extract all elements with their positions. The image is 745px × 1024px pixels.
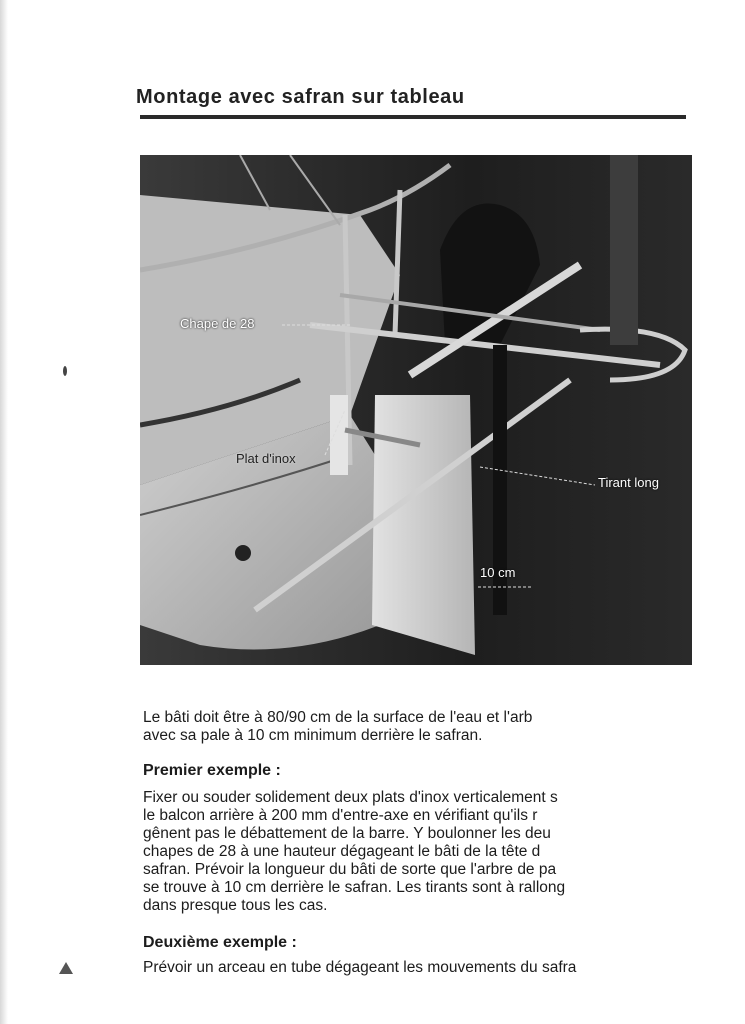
ex1-line-6: se trouve à 10 cm derrière le safran. Les tirants sont à rallong [143,879,566,896]
scan-mark [59,962,73,974]
ex1-line-4: chapes de 28 à une hauteur dégageant le bâti de la tête d [143,843,541,860]
ex1-line-1: Fixer ou souder solidement deux plats d'inox verticalement s [143,789,558,806]
ex1-line-3: gênent pas le débattement de la barre. Y boulonner les deu [143,825,551,842]
intro-line-2: avec sa pale à 10 cm minimum derrière le safran. [143,727,483,744]
intro-line-1: Le bâti doit être à 80/90 cm de la surface de l'eau et l'arb [143,709,533,726]
ex1-line-5: safran. Prévoir la longueur du bâti de sorte que l'arbre de pa [143,861,557,878]
rudder-mount-photo [140,155,692,665]
ex2-line-1: Prévoir un arceau en tube dégageant les mouvements du safra [143,959,577,976]
title-underline [140,115,686,119]
label-chape: Chape de 28 [180,316,255,331]
label-plat-inox: Plat d'inox [236,451,296,466]
photo-illustration [140,155,692,665]
label-tirant-long: Tirant long [598,475,659,490]
heading-deuxieme-exemple: Deuxième exemple : [143,934,297,951]
heading-premier-exemple: Premier exemple : [143,762,281,779]
page-title: Montage avec safran sur tableau [136,86,465,108]
ex1-line-2: le balcon arrière à 200 mm d'entre-axe en vérifiant qu'ils r [143,807,538,824]
scan-speck [63,366,67,376]
label-distance: 10 cm [480,565,516,580]
ex1-line-7: dans presque tous les cas. [143,897,328,914]
scan-edge-shadow [0,0,8,1024]
